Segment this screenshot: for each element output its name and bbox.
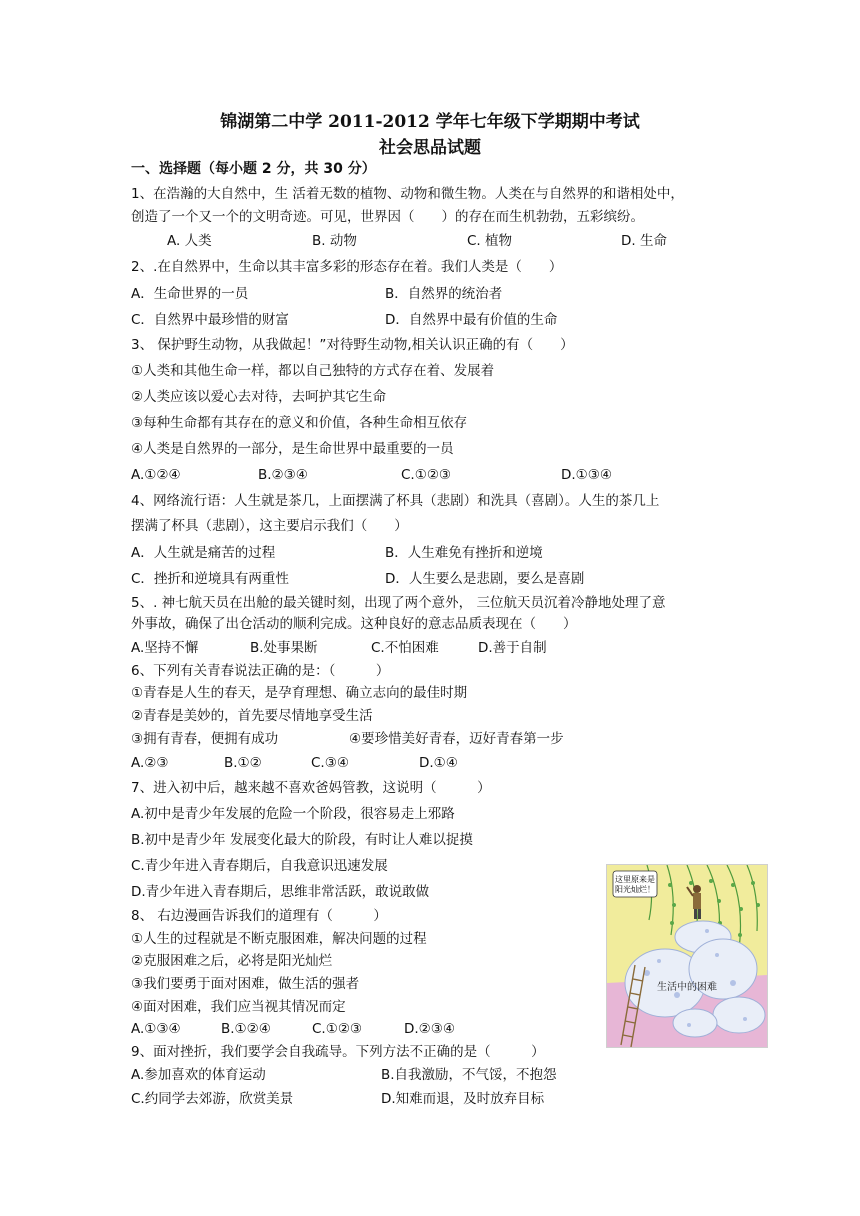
q6-option-b: B.①② bbox=[224, 755, 262, 771]
q2-option-c: C．自然界中最珍惜的财富 bbox=[131, 312, 289, 328]
q3-statement-2: ②人类应该以爱心去对待，去呵护其它生命 bbox=[131, 389, 387, 405]
q7-option-b: B.初中是青少年 发展变化最大的阶段，有时让人难以捉摸 bbox=[131, 832, 473, 848]
q3-statement-1: ①人类和其他生命一样，都以自己独特的方式存在着、发展着 bbox=[131, 363, 495, 379]
q6-stem: 6、下列有关青春说法正确的是：（ ） bbox=[131, 663, 390, 679]
cartoon-caption: 生活中的困难 bbox=[657, 982, 717, 993]
q9-option-b: B.自我激励，不气馁，不抱怨 bbox=[381, 1067, 557, 1083]
cartoon-drawing bbox=[607, 865, 767, 1047]
q7-stem: 7、进入初中后，越来越不喜欢爸妈管教，这说明（ ） bbox=[131, 780, 491, 796]
cartoon-illustration bbox=[606, 864, 768, 1048]
q3-option-a: A.①②④ bbox=[131, 467, 181, 483]
q5-stem-line1: 5、. 神七航天员在出舱的最关键时刻，出现了两个意外， 三位航天员沉着冷静地处理了意 bbox=[131, 595, 666, 611]
q2-stem: 2、.在自然界中，生命以其丰富多彩的形态存在着。我们人类是（ ） bbox=[131, 259, 563, 275]
small-boulder bbox=[673, 1009, 717, 1037]
q5-stem-line2: 外事故，确保了出仓活动的顺利完成。这种良好的意志品质表现在（ ） bbox=[131, 616, 577, 632]
q8-option-c: C.①②③ bbox=[312, 1021, 363, 1037]
q4-option-d: D．人生要么是悲剧，要么是喜剧 bbox=[385, 571, 585, 587]
q9-option-a: A.参加喜欢的体育运动 bbox=[131, 1067, 266, 1083]
bubble-text-1: 这里原来是 bbox=[615, 875, 655, 884]
q1-stem-line2: 创造了一个又一个的文明奇迹。可见，世界因（ ）的存在而生机勃勃，五彩缤纷。 bbox=[131, 209, 644, 225]
q6-statement-4: ④要珍惜美好青春，迈好青春第一步 bbox=[349, 731, 564, 747]
q1-option-d: D. 生命 bbox=[621, 233, 667, 249]
q4-option-b: B．人生难免有挫折和逆境 bbox=[385, 545, 543, 561]
q8-option-a: A.①③④ bbox=[131, 1021, 181, 1037]
q5-option-a: A.坚持不懈 bbox=[131, 640, 199, 656]
q8-statement-1: ①人生的过程就是不断克服困难，解决问题的过程 bbox=[131, 931, 427, 947]
q3-option-b: B.②③④ bbox=[258, 467, 308, 483]
q6-option-a: A.②③ bbox=[131, 755, 169, 771]
q4-stem-line2: 摆满了杯具（悲剧），这主要启示我们（ ） bbox=[131, 518, 408, 534]
q5-option-b: B.处事果断 bbox=[250, 640, 318, 656]
q8-option-d: D.②③④ bbox=[404, 1021, 455, 1037]
q8-statement-2: ②克服困难之后，必将是阳光灿烂 bbox=[131, 953, 333, 969]
q4-option-c: C．挫折和逆境具有两重性 bbox=[131, 571, 289, 587]
q1-stem-line1: 1、在浩瀚的大自然中，生 活着无数的植物、动物和微生物。人类在与自然界的和谐相处中， bbox=[131, 186, 684, 202]
q8-statement-3: ③我们要勇于面对困难，做生活的强者 bbox=[131, 976, 360, 992]
exam-title: 锦湖第二中学 2011-2012 学年七年级下学期期中考试 bbox=[220, 112, 640, 132]
section-heading: 一、选择题（每小题 2 分，共 30 分） bbox=[131, 161, 376, 177]
q1-option-b: B. 动物 bbox=[312, 233, 357, 249]
q6-statement-1: ①青春是人生的春天，是孕育理想、确立志向的最佳时期 bbox=[131, 685, 468, 701]
bubble-text-2: 阳光灿烂！ bbox=[615, 885, 655, 894]
q6-statement-3: ③拥有青春，便拥有成功 bbox=[131, 731, 279, 747]
q7-option-c: C.青少年进入青春期后，自我意识迅速发展 bbox=[131, 858, 388, 874]
q9-option-c: C.约同学去郊游，欣赏美景 bbox=[131, 1091, 294, 1107]
q4-stem-line1: 4、网络流行语：人生就是茶几，上面摆满了杯具（悲剧）和洗具（喜剧）。人生的茶几上 bbox=[131, 493, 660, 509]
q5-option-c: C.不怕困难 bbox=[371, 640, 439, 656]
q7-option-d: D.青少年进入青春期后，思维非常活跃，敢说敢做 bbox=[131, 884, 430, 900]
q8-option-b: B.①②④ bbox=[221, 1021, 271, 1037]
q3-statement-3: ③每种生命都有其存在的意义和价值，各种生命相互依存 bbox=[131, 415, 468, 431]
q6-statement-2: ②青春是美妙的，首先要尽情地享受生活 bbox=[131, 708, 373, 724]
q2-option-a: A．生命世界的一员 bbox=[131, 286, 249, 302]
q3-option-c: C.①②③ bbox=[401, 467, 452, 483]
q9-option-d: D.知难而退，及时放弃目标 bbox=[381, 1091, 545, 1107]
q3-stem: 3、 保护野生动物，从我做起！”对待野生动物,相关认识正确的有（ ） bbox=[131, 337, 574, 353]
q2-option-b: B．自然界的统治者 bbox=[385, 286, 503, 302]
q6-option-c: C.③④ bbox=[311, 755, 349, 771]
q1-option-c: C. 植物 bbox=[467, 233, 513, 249]
q6-option-d: D.①④ bbox=[419, 755, 458, 771]
lower-boulder bbox=[713, 997, 765, 1033]
q9-stem: 9、面对挫折，我们要学会自我疏导。下列方法不正确的是（ ） bbox=[131, 1044, 545, 1060]
q8-stem: 8、 右边漫画告诉我们的道理有（ ） bbox=[131, 908, 387, 924]
q2-option-d: D．自然界中最有价值的生命 bbox=[385, 312, 558, 328]
q7-option-a: A.初中是青少年发展的危险一个阶段，很容易走上邪路 bbox=[131, 806, 455, 822]
q3-option-d: D.①③④ bbox=[561, 467, 612, 483]
q3-statement-4: ④人类是自然界的一部分，是生命世界中最重要的一员 bbox=[131, 441, 454, 457]
exam-subtitle: 社会思品试题 bbox=[379, 138, 481, 158]
q5-option-d: D.善于自制 bbox=[478, 640, 547, 656]
q1-option-a: A. 人类 bbox=[167, 233, 212, 249]
q4-option-a: A．人生就是痛苦的过程 bbox=[131, 545, 276, 561]
q8-statement-4: ④面对困难，我们应当视其情况而定 bbox=[131, 999, 346, 1015]
